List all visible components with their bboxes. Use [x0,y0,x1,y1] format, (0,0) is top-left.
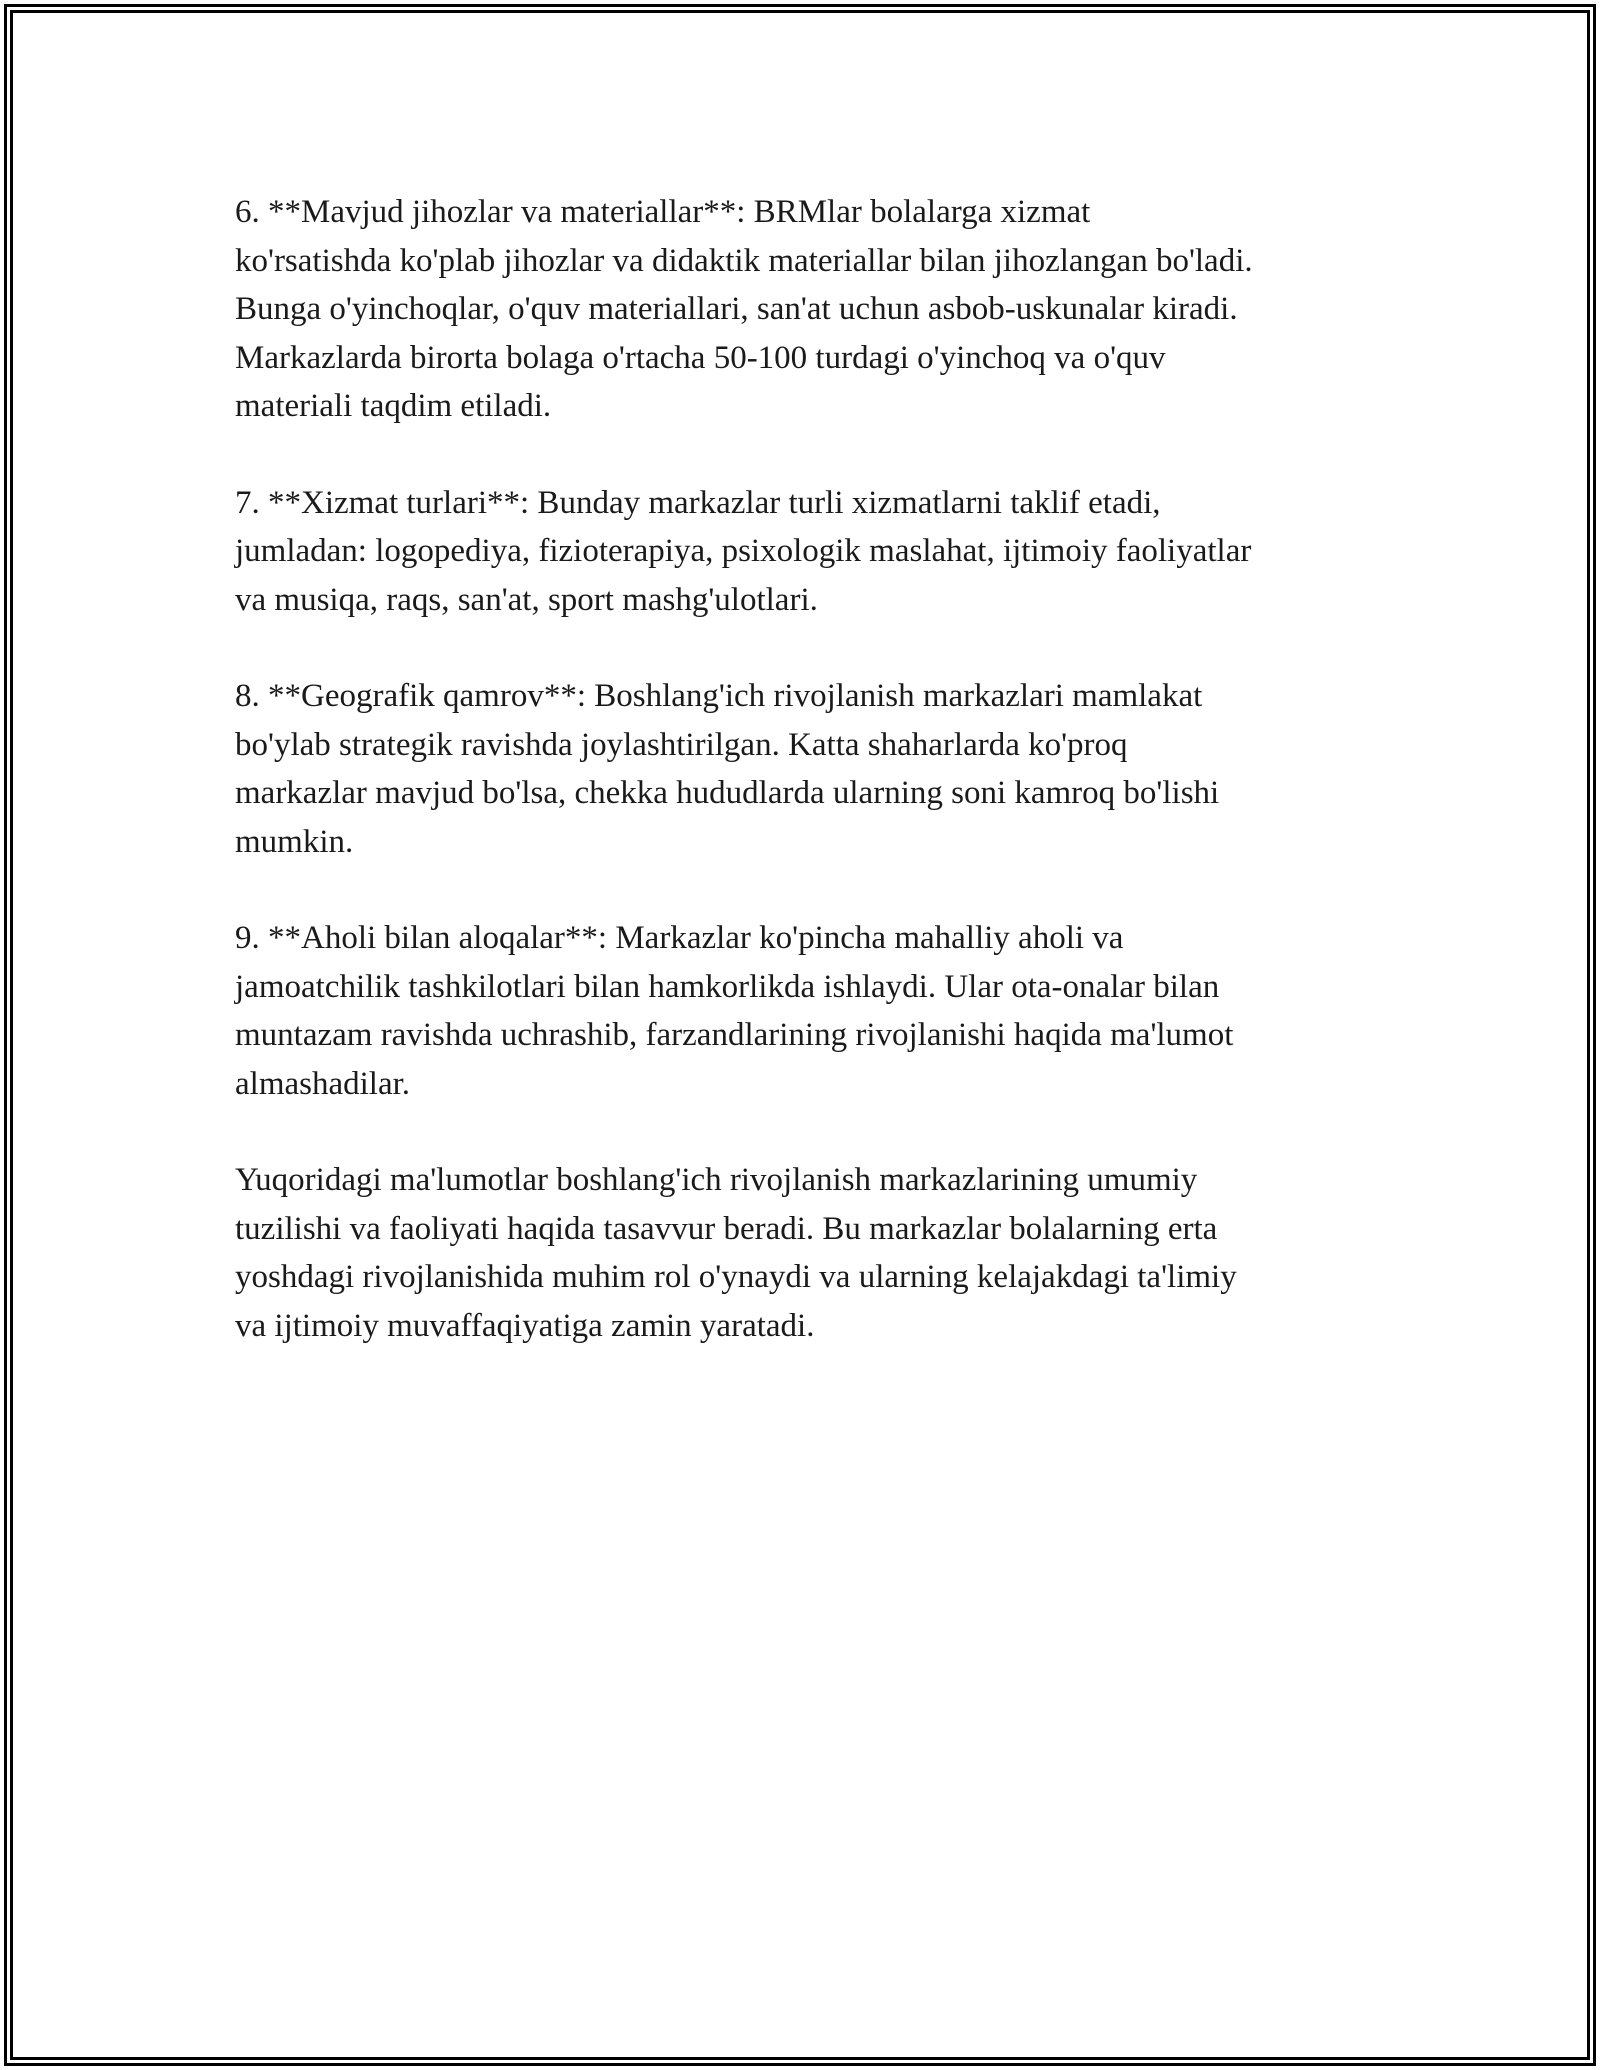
document-body [235,188,1385,1398]
paragraph-conclusion: Yuqoridagi ma'lumotlar boshlang'ich rivojlanish markazlarining umumiy tuzilishi va faoliyati haqida tasavvur beradi. Bu markazlar bolalarning erta yoshdagi rivojlanishida muhim rol o'ynaydi va ularning kelajakdagi ta'limiy va ijtimoiy muvaffaqiyatiga zamin yaratadi. [235,1162,1237,1344]
paragraph-community-relations: 9. **Aholi bilan aloqalar**: Markazlar ko'pincha mahalliy aholi va jamoatchilik tashkilotlari bilan hamkorlikda ishlaydi. Ular ota-onalar bilan muntazam ravishda uchrashib, farzandlarining rivojlanishi haqida ma'lumot almashadilar. [235,920,1234,1102]
paragraph-equipment: 6. **Mavjud jihozlar va materiallar**: BRMlar bolalarga xizmat ko'rsatishda ko'plab jihozlar va didaktik materiallar bilan jihozlangan bo'ladi. Bunga o'yinchoqlar, o'quv materiallari, san'at uchun asbob-uskunalar kiradi. Markazlarda birorta bolaga o'rtacha 50-100 turdagi o'yinchoq va o'quv materiali taqdim etiladi. [235,194,1253,424]
paragraph-geographic-coverage: 8. **Geografik qamrov**: Boshlang'ich rivojlanish markazlari mamlakat bo'ylab strategik ravishda joylashtirilgan. Katta shaharlarda ko'proq markazlar mavjud bo'lsa, chekka hududlarda ularning soni kamroq bo'lishi mumkin. [235,678,1220,860]
paragraph-service-types: 7. **Xizmat turlari**: Bunday markazlar turli xizmatlarni taklif etadi, jumladan: logopediya, fizioterapiya, psixologik maslahat, ijtimoiy faoliyatlar va musiqa, raqs, san'at, sport mashg'ulotlari. [235,484,1252,618]
